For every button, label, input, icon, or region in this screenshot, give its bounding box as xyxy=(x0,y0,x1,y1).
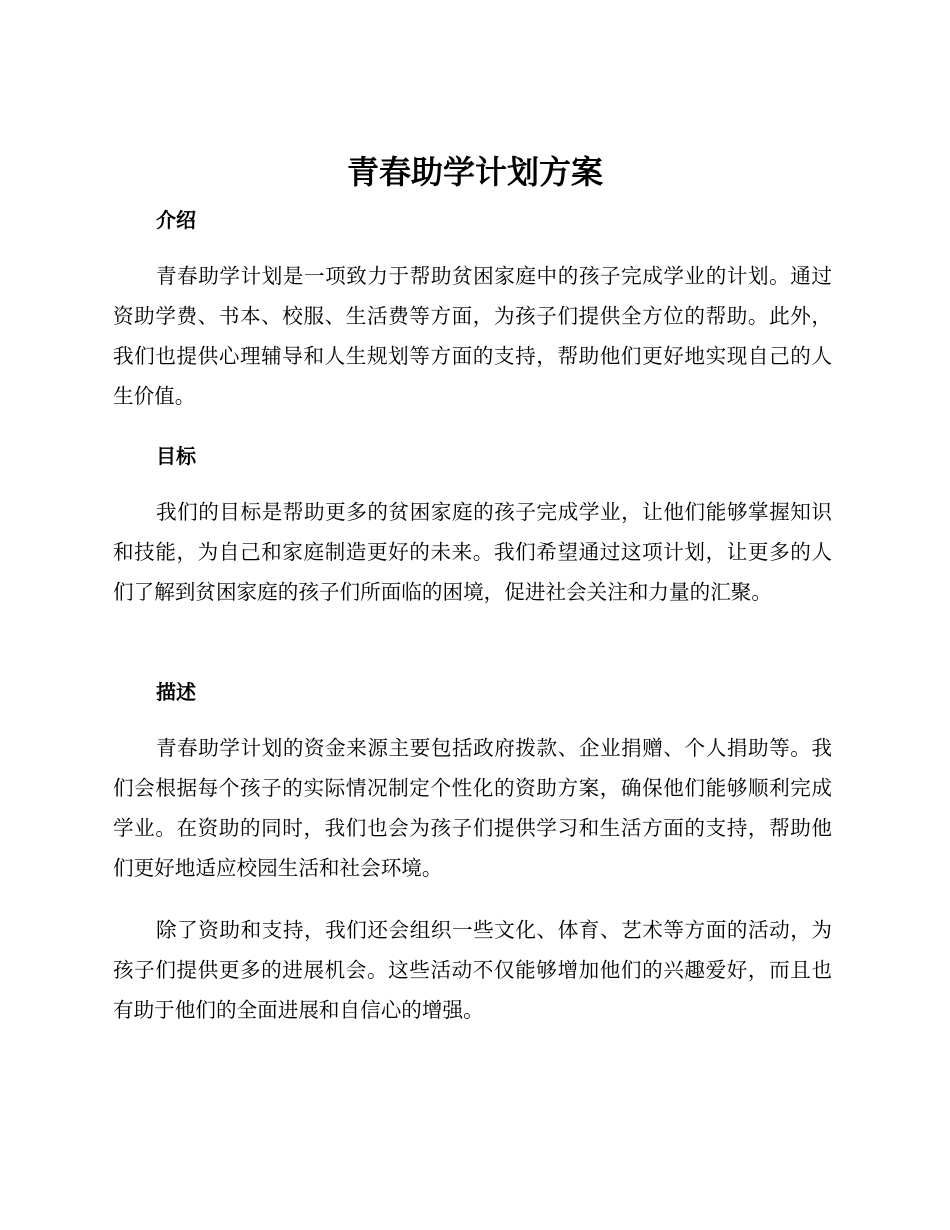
paragraph-description-activities: 除了资助和支持，我们还会组织一些文化、体育、艺术等方面的活动，为孩子们提供更多的进展机会。这些活动不仅能够增加他们的兴趣爱好，而且也有助于他们的全面进展和自信心的增强。 xyxy=(113,918,832,1022)
paragraph-goal: 我们的目标是帮助更多的贫困家庭的孩子完成学业，让他们能够掌握知识和技能，为自己和家庭制造更好的未来。我们希望通过这项计划，让更多的人们了解到贫困家庭的孩子们所面临的困境，促进社会关注和力量的汇聚。 xyxy=(113,500,832,604)
paragraph-description-funding: 青春助学计划的资金来源主要包括政府拨款、企业捐赠、个人捐助等。我们会根据每个孩子的实际情况制定个性化的资助方案，确保他们能够顺利完成学业。在资助的同时，我们也会为孩子们提供学习和生活方面的支持，帮助他们更好地适应校园生活和社会环境。 xyxy=(113,736,832,880)
paragraph-intro: 青春助学计划是一项致力于帮助贫困家庭中的孩子完成学业的计划。通过资助学费、书本、校服、生活费等方面，为孩子们提供全方位的帮助。此外，我们也提供心理辅导和人生规划等方面的支持，帮助他们更好地实现自己的人生价值。 xyxy=(113,264,832,408)
section-heading-intro: 介绍 xyxy=(156,208,196,232)
section-heading-goal: 目标 xyxy=(156,444,196,468)
section-heading-description: 描述 xyxy=(156,680,196,704)
document-title: 青春助学计划方案 xyxy=(346,153,603,191)
